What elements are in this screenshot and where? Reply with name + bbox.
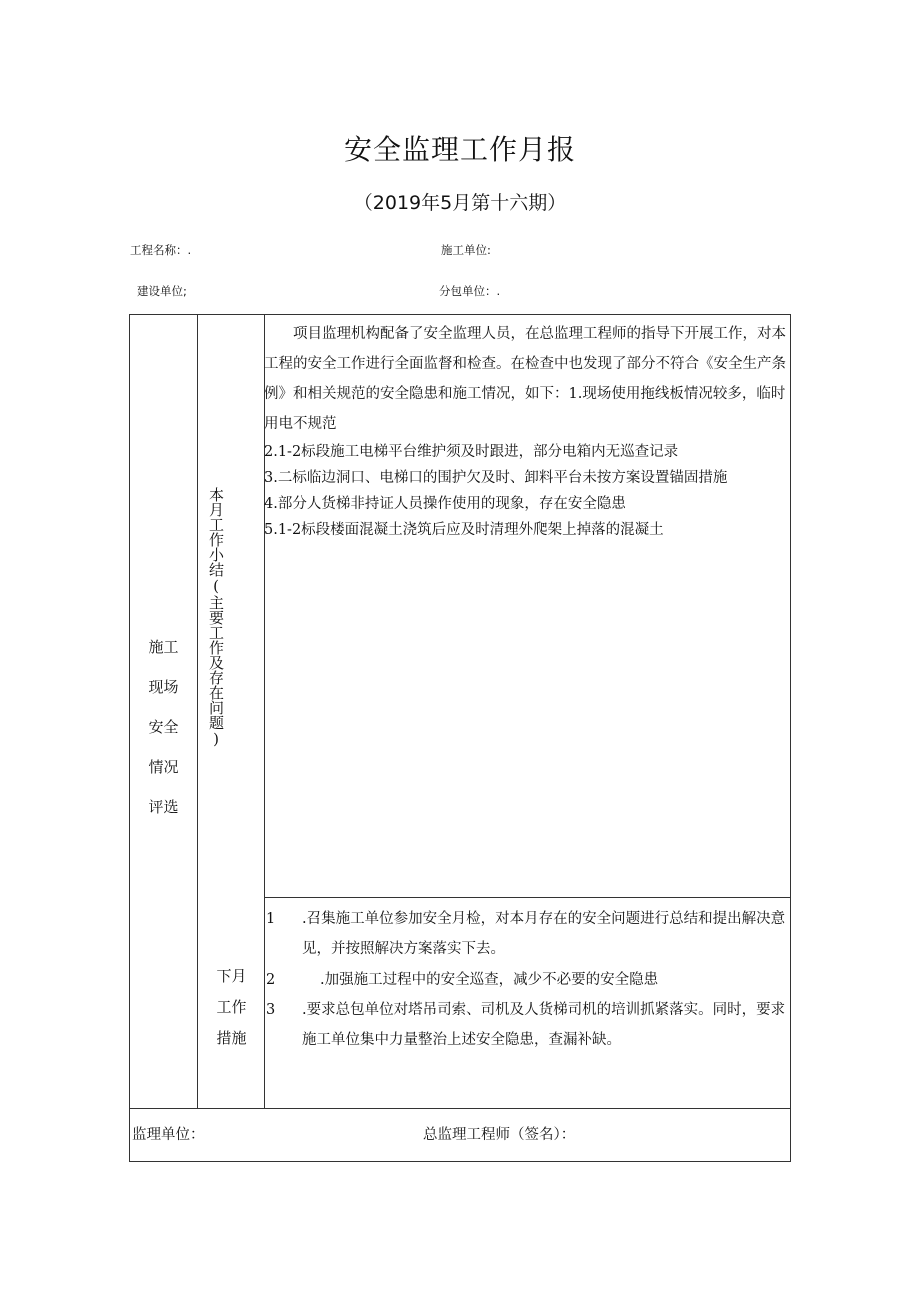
category-text-line: 评选	[148, 798, 179, 816]
owner-unit-field: 建设单位;	[137, 284, 187, 298]
project-name-field: 工程名称：.	[130, 243, 192, 257]
measure-number: 3	[266, 1002, 276, 1018]
chief-engineer-signature-label: 总监理工程师（签名）：	[423, 1127, 576, 1143]
summary-items	[264, 439, 790, 543]
category-text-line: 情况	[148, 758, 179, 776]
construction-unit-field: 施工单位:	[441, 243, 491, 257]
measure-number: 2	[266, 972, 276, 988]
measure-number: 1	[266, 911, 276, 927]
next-month-label	[198, 961, 265, 1054]
page-subtitle: （2019年5月第十六期）	[353, 192, 567, 214]
summary-label: 本月工作小结(主要工作及存在问题)	[207, 487, 225, 748]
row-divider-measures	[264, 897, 790, 898]
next-month-label-line: 措施	[216, 1029, 247, 1047]
summary-content	[264, 319, 790, 543]
measure-text: .要求总包单位对塔吊司索、司机及人货梯司机的培训抓紧落实。同时，要求施工单位集中力量整治上述安全隐患，查漏补缺。	[302, 1002, 786, 1048]
page-title: 安全监理工作月报	[343, 133, 576, 166]
category-label	[130, 627, 197, 827]
measure-text: .召集施工单位参加安全月检，对本月存在的安全问题进行总结和提出解决意见，并按照解决方案落实下去。	[302, 911, 786, 957]
next-month-label-line: 工作	[216, 998, 247, 1016]
summary-item: 5.1-2标段楼面混凝土浇筑后应及时清理外爬架上掉落的混凝土	[264, 522, 664, 538]
supervision-unit-label: 监理单位：	[132, 1127, 205, 1143]
row-divider-footer	[130, 1108, 790, 1109]
summary-item: 3.二标临边洞口、电梯口的围护欠及时、卸料平台未按方案设置锚固措施	[264, 470, 728, 486]
measure-text: .加强施工过程中的安全巡查，减少不必要的安全隐患	[320, 972, 659, 988]
category-text-line: 安全	[148, 718, 179, 736]
summary-item: 4.部分人货梯非持证人员操作使用的现象，存在安全隐患	[264, 496, 626, 512]
summary-paragraph: 项目监理机构配备了安全监理人员，在总监理工程师的指导下开展工作，对本工程的安全工作进行全面监督和检查。在检查中也发现了部分不符合《安全生产条例》和相关规范的安全隐患和施工情况，如下：1.现场使用拖线板情况较多，临时用电不规范	[264, 326, 786, 432]
category-text-line: 现场	[148, 678, 179, 696]
next-month-label-line: 下月	[216, 967, 247, 985]
subcontractor-field: 分包单位：.	[439, 284, 501, 298]
report-table	[129, 314, 791, 1162]
summary-item: 2.1-2标段施工电梯平台维护须及时跟进，部分电箱内无巡查记录	[264, 444, 679, 460]
category-text-line: 施工	[148, 638, 179, 656]
